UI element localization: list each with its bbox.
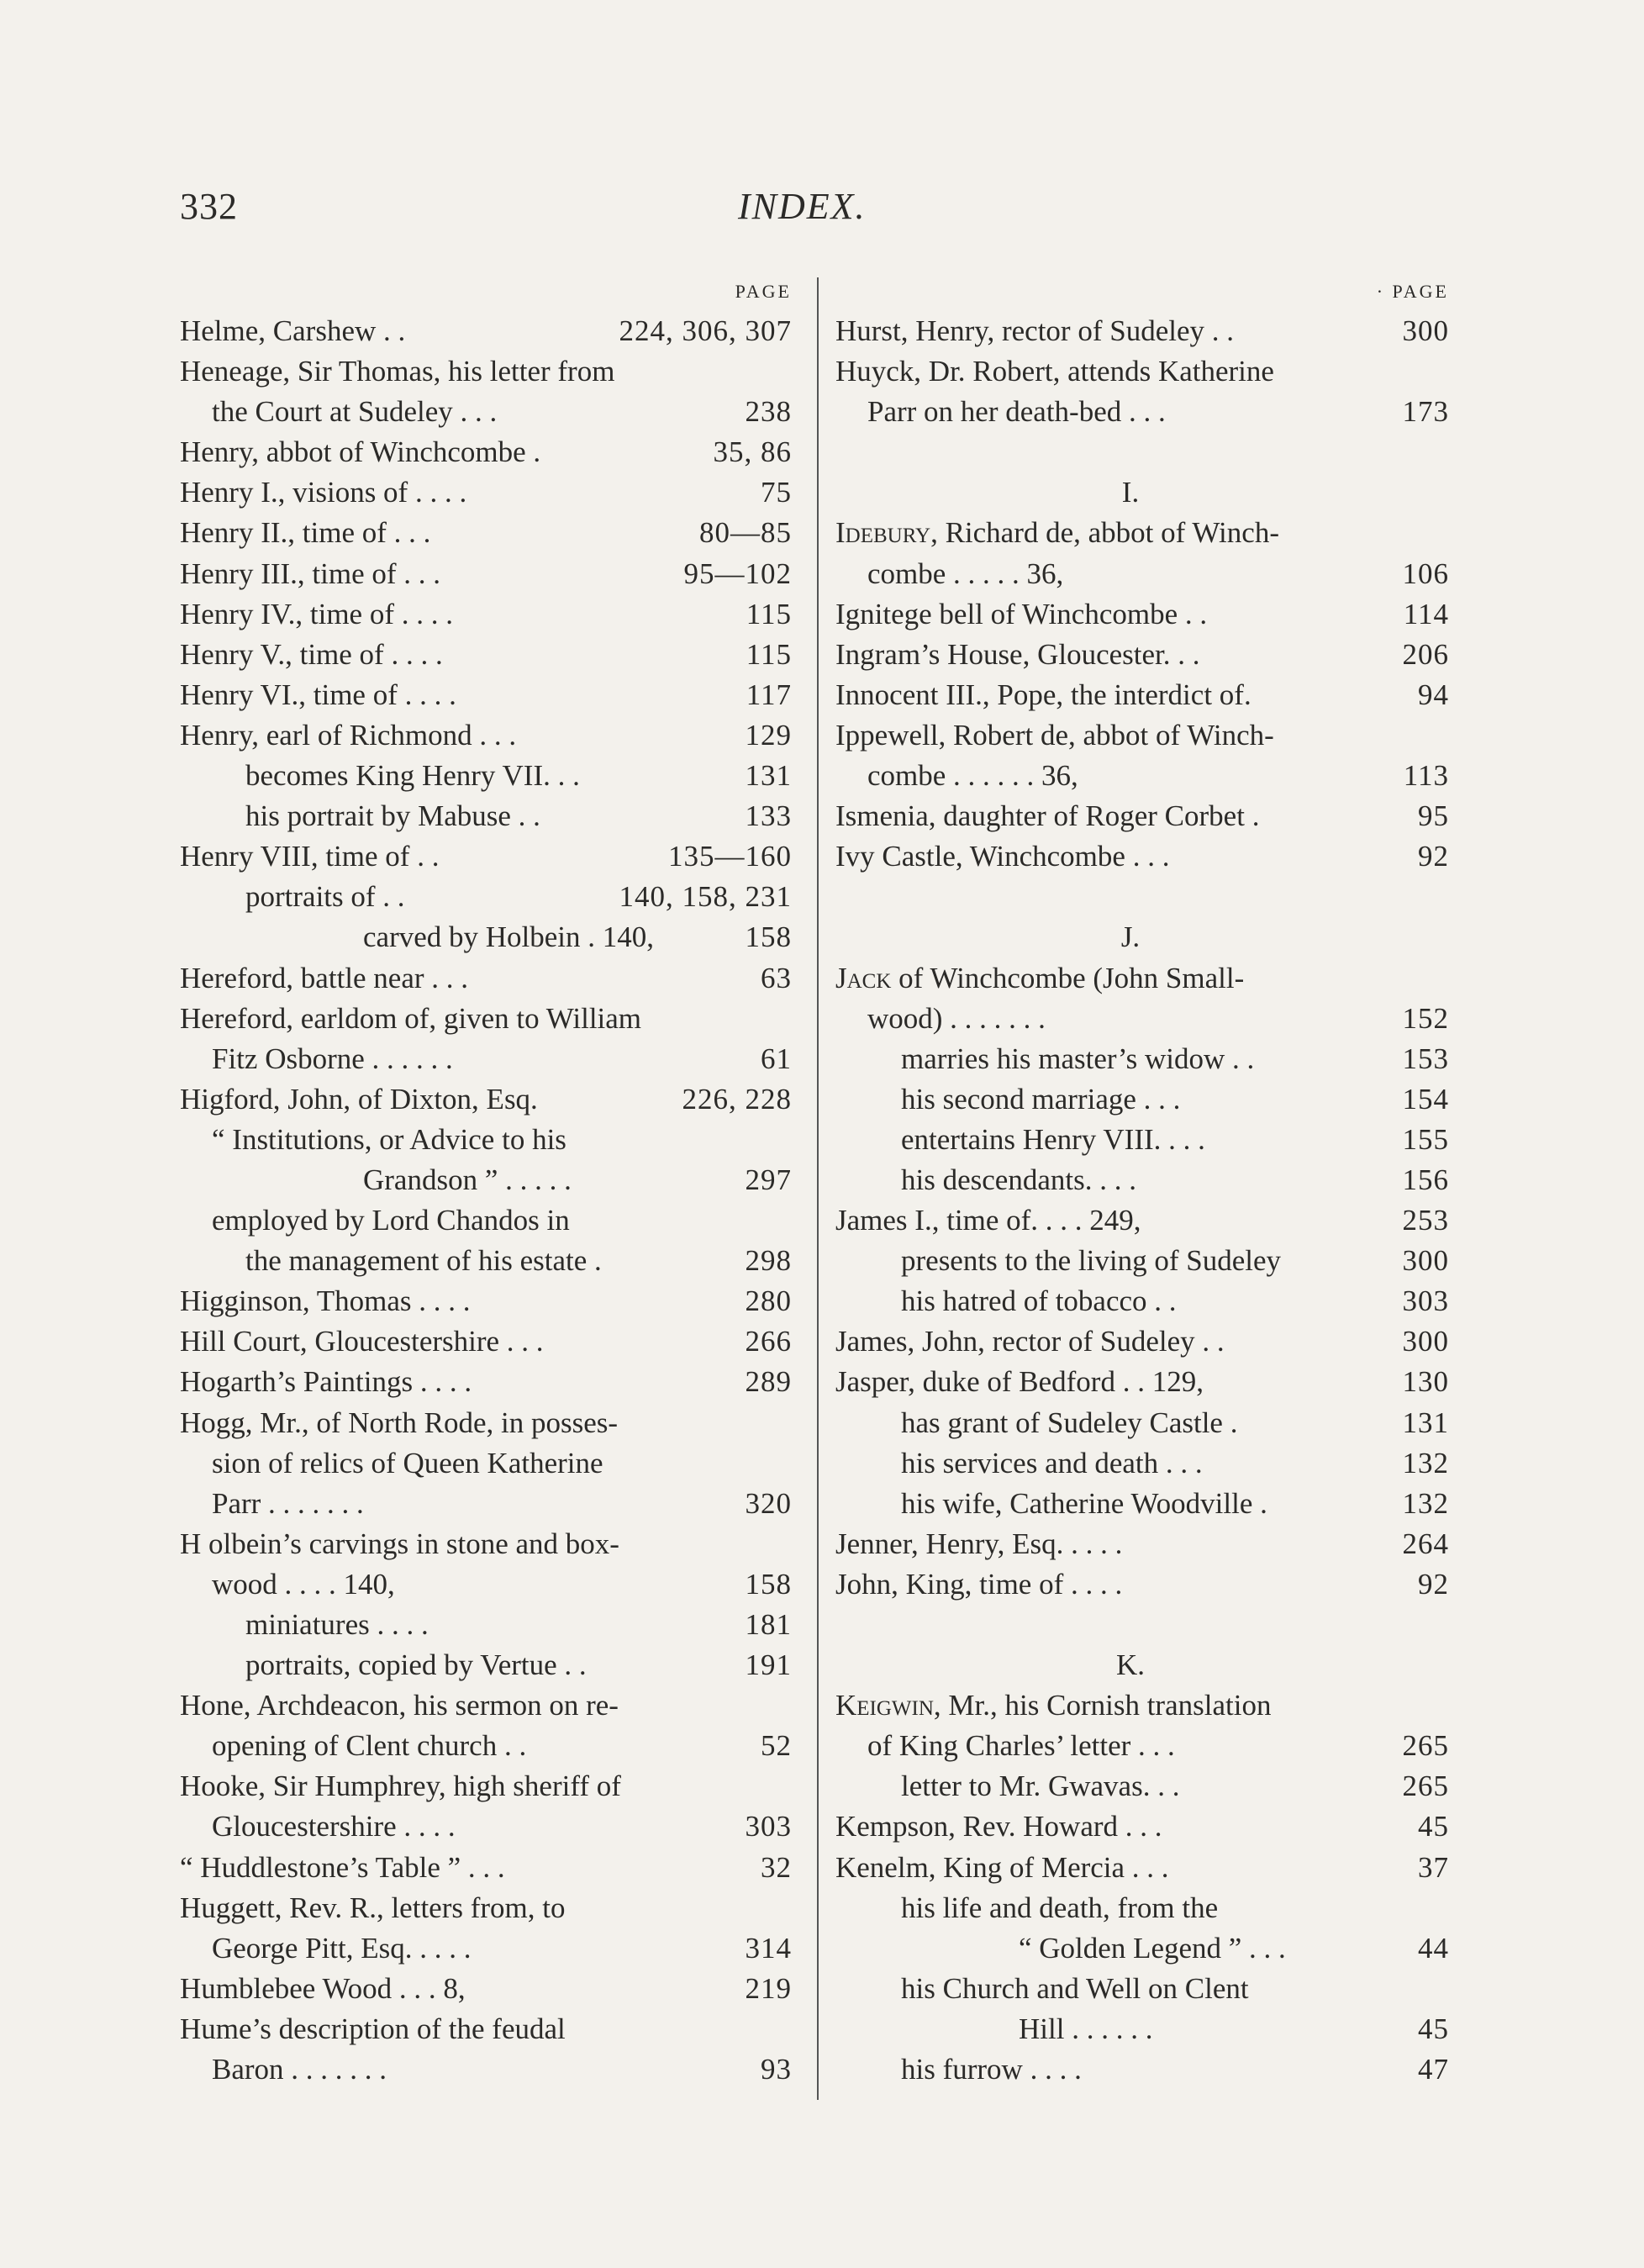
entry-rest: of Winchcombe (John Small- (891, 961, 1245, 994)
index-entry (180, 917, 792, 957)
entry-page-ref: 92 (1418, 1567, 1449, 1601)
entry-text: Ignitege bell of Winchcombe . . (835, 597, 1208, 630)
entry-text: “ Institutions, or Advice to his (212, 1122, 566, 1156)
entry-page-ref: 92 (1418, 840, 1449, 873)
entry-page-ref: 152 (1402, 1001, 1449, 1035)
index-entry (835, 1281, 1449, 1321)
index-entry (835, 1079, 1449, 1120)
entry-text: combe . . . . . . 36, (867, 759, 1078, 793)
index-entry (835, 1362, 1449, 1402)
entry-page-ref: 93 (761, 2053, 792, 2086)
entry-page-ref: 191 (745, 1648, 792, 1682)
index-entry (180, 1079, 792, 1120)
entry-smallcaps: debury (845, 516, 931, 550)
index-entry (180, 1524, 792, 1564)
entry-text: Henry III., time of . . . (180, 556, 441, 590)
entry-page-ref: 45 (1418, 1810, 1449, 1843)
entry-page-ref: 206 (1402, 637, 1449, 671)
section-letter-heading (835, 472, 1449, 513)
index-entry (835, 1888, 1449, 1928)
section-gap (835, 1605, 1449, 1645)
entry-smallcaps: ack (846, 961, 892, 994)
entry-text: combe . . . . . 36, (867, 556, 1064, 590)
index-entry (180, 1564, 792, 1605)
entry-text: Hogg, Mr., of North Rode, in posses- (180, 1406, 619, 1439)
entry-text: Hurst, Henry, rector of Sudeley . . (835, 314, 1234, 347)
section-gap (835, 877, 1449, 917)
index-entry (835, 594, 1449, 635)
entry-text: Grandson ” . . . . . (363, 1163, 572, 1196)
entry-text: John, King, time of . . . . (835, 1567, 1123, 1601)
entry-text: sion of relics of Queen Katherine (212, 1446, 603, 1479)
entry-text: Henry II., time of . . . (180, 516, 431, 550)
entry-text: his furrow . . . . (901, 2053, 1082, 2086)
entry-text: wood . . . . 140, (212, 1567, 395, 1601)
entry-page-ref: 44 (1418, 1931, 1449, 1965)
section-letter-heading (835, 917, 1449, 957)
index-entry (180, 1605, 792, 1645)
index-entry (180, 877, 792, 917)
entry-page-ref: 95 (1418, 799, 1449, 833)
index-entry (835, 311, 1449, 351)
index-entry (835, 1928, 1449, 1969)
entry-text: “ Huddlestone’s Table ” . . . (180, 1850, 505, 1884)
index-entry (180, 1806, 792, 1847)
index-entry (835, 1484, 1449, 1524)
section-letter-heading (835, 1645, 1449, 1685)
entry-page-ref: 158 (745, 920, 792, 954)
entry-text: Jenner, Henry, Esq. . . . . (835, 1527, 1123, 1560)
index-entry (835, 796, 1449, 836)
index-entry (835, 554, 1449, 594)
entry-page-ref: 131 (1402, 1406, 1449, 1439)
index-entry (180, 836, 792, 877)
index-entry (835, 351, 1449, 392)
entry-text: Hereford, earldom of, given to William (180, 1001, 642, 1035)
entry-text (835, 958, 1244, 999)
index-entry (835, 392, 1449, 432)
entry-text: portraits, copied by Vertue . . (245, 1648, 587, 1682)
entry-page-ref: 115 (746, 597, 792, 630)
entry-text: marries his master’s widow . . (901, 1042, 1255, 1075)
entry-page-ref: 52 (761, 1729, 792, 1763)
entry-page-ref: 47 (1418, 2053, 1449, 2086)
entry-text: J. (1120, 920, 1141, 954)
entry-page-ref: 61 (761, 1042, 792, 1075)
entry-text: his life and death, from the (901, 1891, 1219, 1924)
entry-text: Helme, Carshew . . (180, 314, 406, 347)
entry-page-ref: 173 (1402, 395, 1449, 429)
index-entry (835, 1969, 1449, 2009)
entry-text: Henry, earl of Richmond . . . (180, 718, 517, 752)
entry-text: miniatures . . . . (245, 1608, 429, 1641)
entry-page-ref: 114 (1403, 597, 1449, 630)
entry-text: Jasper, duke of Bedford . . 129, (835, 1365, 1204, 1399)
entry-page-ref: 35, 86 (713, 435, 792, 469)
index-entry (835, 1200, 1449, 1241)
index-entry (180, 675, 792, 715)
index-entry (835, 1766, 1449, 1806)
index-entry (835, 999, 1449, 1039)
entry-page-ref: 135—160 (668, 840, 792, 873)
index-entry (180, 1403, 792, 1443)
index-entry (180, 958, 792, 999)
index-entry (835, 1321, 1449, 1362)
entry-text (835, 513, 1279, 553)
entry-text: Innocent III., Pope, the interdict of. (835, 678, 1251, 711)
entry-text: Hill . . . . . . (1019, 2012, 1153, 2045)
index-entry (835, 1403, 1449, 1443)
entry-text: Ippewell, Robert de, abbot of Winch- (835, 718, 1274, 752)
index-entry (180, 392, 792, 432)
entry-text: Hone, Archdeacon, his sermon on re- (180, 1689, 619, 1722)
index-entry (180, 1160, 792, 1200)
entry-text: Henry VI., time of . . . . (180, 678, 456, 711)
entry-text: Henry I., visions of . . . . (180, 476, 467, 509)
index-entry (835, 1443, 1449, 1484)
index-entry (835, 836, 1449, 877)
entry-page-ref: 265 (1402, 1729, 1449, 1763)
entry-text: his services and death . . . (901, 1446, 1203, 1479)
index-entry (180, 2049, 792, 2090)
entry-text: has grant of Sudeley Castle . (901, 1406, 1238, 1439)
entry-text: Ivy Castle, Winchcombe . . . (835, 840, 1170, 873)
entry-text: carved by Holbein . 140, (363, 920, 655, 954)
index-entry (835, 1241, 1449, 1281)
index-entry (180, 1969, 792, 2009)
entry-page-ref: 181 (745, 1608, 792, 1641)
index-entry (180, 1120, 792, 1160)
entry-text: Henry VIII, time of . . (180, 840, 440, 873)
entry-text: Parr on her death-bed . . . (867, 395, 1166, 429)
entry-text: his second marriage . . . (901, 1082, 1181, 1116)
entry-text: James, John, rector of Sudeley . . (835, 1325, 1225, 1358)
entry-page-ref: 158 (745, 1567, 792, 1601)
entry-rest: , Mr., his Cornish translation (933, 1689, 1272, 1722)
entry-page-ref: 219 (745, 1971, 792, 2005)
entry-text: Kenelm, King of Mercia . . . (835, 1850, 1169, 1884)
entry-text: Henry, abbot of Winchcombe . (180, 435, 541, 469)
entry-text: employed by Lord Chandos in (212, 1204, 570, 1237)
entry-text: Higford, John, of Dixton, Esq. (180, 1082, 538, 1116)
index-entry (835, 2049, 1449, 2090)
entry-text: of King Charles’ letter . . . (867, 1729, 1175, 1763)
entry-page-ref: 133 (745, 799, 792, 833)
entry-text: opening of Clent church . . (212, 1729, 527, 1763)
index-entry (180, 756, 792, 796)
index-entry (835, 958, 1449, 999)
page-column-header: · PAGE (1376, 281, 1449, 302)
entry-text: Gloucestershire . . . . (212, 1810, 456, 1843)
entry-page-ref: 303 (1402, 1284, 1449, 1318)
entry-text: Huyck, Dr. Robert, attends Katherine (835, 355, 1274, 388)
entry-page-ref: 303 (745, 1810, 792, 1843)
entry-page-ref: 266 (745, 1325, 792, 1358)
index-entry (180, 796, 792, 836)
index-entry (835, 756, 1449, 796)
index-entry (180, 999, 792, 1039)
index-entry (835, 1564, 1449, 1605)
index-entry (180, 635, 792, 675)
entry-page-ref: 280 (745, 1284, 792, 1318)
entry-page-ref: 314 (745, 1931, 792, 1965)
index-entry (835, 675, 1449, 715)
index-entry (180, 1888, 792, 1928)
entry-text: Ingram’s House, Gloucester. . . (835, 637, 1200, 671)
entry-text: portraits of . . (245, 880, 405, 914)
index-entry (835, 1120, 1449, 1160)
entry-initial: I (835, 516, 846, 550)
entry-page-ref: 153 (1402, 1042, 1449, 1075)
entry-page-ref: 226, 228 (682, 1082, 792, 1116)
entry-text: Kempson, Rev. Howard . . . (835, 1810, 1162, 1843)
entry-text: presents to the living of Sudeley (901, 1244, 1282, 1278)
index-entry (180, 1726, 792, 1766)
entry-text: Fitz Osborne . . . . . . (212, 1042, 453, 1075)
index-column-right (835, 277, 1449, 2090)
entry-text: Hume’s description of the feudal (180, 2012, 566, 2045)
entry-text: wood) . . . . . . . (867, 1001, 1046, 1035)
entry-text: Parr . . . . . . . (212, 1486, 364, 1520)
index-entry (180, 1645, 792, 1685)
entry-page-ref: 117 (746, 678, 792, 711)
page-column-header: PAGE (735, 281, 792, 302)
entry-initial: J (835, 961, 847, 994)
entry-page-ref: 298 (745, 1244, 792, 1278)
entry-text: Henry V., time of . . . . (180, 637, 443, 671)
index-entry (180, 1362, 792, 1402)
index-entry (835, 1806, 1449, 1847)
entry-page-ref: 130 (1402, 1365, 1449, 1399)
entry-page-ref: 113 (1403, 759, 1449, 793)
entry-text: his wife, Catherine Woodville . (901, 1486, 1267, 1520)
index-entry (180, 1281, 792, 1321)
entry-text: his Church and Well on Clent (901, 1971, 1249, 2005)
entry-page-ref: 289 (745, 1365, 792, 1399)
entry-page-ref: 238 (745, 395, 792, 429)
entry-page-ref: 80—85 (699, 516, 792, 550)
index-entry (180, 1039, 792, 1079)
entry-page-ref: 45 (1418, 2012, 1449, 2045)
entry-page-ref: 95—102 (683, 556, 792, 590)
entry-initial: K (835, 1689, 857, 1722)
entry-page-ref: 265 (1402, 1770, 1449, 1803)
entry-page-ref: 37 (1418, 1850, 1449, 1884)
entry-text: Baron . . . . . . . (212, 2053, 387, 2086)
entry-page-ref: 131 (745, 759, 792, 793)
index-entry (180, 554, 792, 594)
entry-rest: , Richard de, abbot of Winch- (930, 516, 1279, 550)
entry-page-ref: 253 (1402, 1204, 1449, 1237)
index-entry (180, 1321, 792, 1362)
entry-text: George Pitt, Esq. . . . . (212, 1931, 472, 1965)
entry-page-ref: 63 (761, 961, 792, 994)
entry-page-ref: 300 (1402, 1325, 1449, 1358)
index-entry (180, 1685, 792, 1726)
entry-page-ref: 300 (1402, 314, 1449, 347)
entry-text: his hatred of tobacco . . (901, 1284, 1177, 1318)
entry-text: his descendants. . . . (901, 1163, 1136, 1196)
entry-page-ref: 156 (1402, 1163, 1449, 1196)
index-entry (180, 311, 792, 351)
entry-page-ref: 94 (1418, 678, 1449, 711)
entry-text: Ismenia, daughter of Roger Corbet . (835, 799, 1260, 833)
entry-text: Humblebee Wood . . . 8, (180, 1971, 466, 2005)
index-entry (180, 513, 792, 553)
entry-page-ref: 132 (1402, 1446, 1449, 1479)
index-entry (835, 1524, 1449, 1564)
entry-page-ref: 224, 306, 307 (619, 314, 792, 347)
index-entry (180, 1848, 792, 1888)
index-entry (180, 715, 792, 756)
index-entry (180, 432, 792, 472)
index-entry (835, 1160, 1449, 1200)
entry-page-ref: 115 (746, 637, 792, 671)
index-entry (835, 1726, 1449, 1766)
entry-text: K. (1115, 1648, 1146, 1682)
entry-text: Hereford, battle near . . . (180, 961, 469, 994)
entry-text: Higginson, Thomas . . . . (180, 1284, 471, 1318)
index-entry (835, 715, 1449, 756)
entry-text: entertains Henry VIII. . . . (901, 1122, 1205, 1156)
index-entry (180, 1484, 792, 1524)
index-entry (835, 635, 1449, 675)
entry-text: H olbein’s carvings in stone and box- (180, 1527, 619, 1560)
entry-text: Hooke, Sir Humphrey, high sheriff of (180, 1770, 621, 1803)
entry-text: James I., time of. . . . 249, (835, 1204, 1141, 1237)
entry-text: Henry IV., time of . . . . (180, 597, 453, 630)
entry-text: becomes King Henry VII. . . (245, 759, 580, 793)
entry-page-ref: 140, 158, 231 (619, 880, 792, 914)
index-entry (180, 351, 792, 392)
entry-page-ref: 132 (1402, 1486, 1449, 1520)
index-entry (180, 1241, 792, 1281)
entry-text: Hogarth’s Paintings . . . . (180, 1365, 472, 1399)
entry-text: letter to Mr. Gwavas. . . (901, 1770, 1180, 1803)
column-divider (817, 277, 819, 2100)
entry-page-ref: 264 (1402, 1527, 1449, 1560)
index-entry (835, 513, 1449, 553)
entry-page-ref: 75 (761, 476, 792, 509)
entry-text: I. (1121, 476, 1140, 509)
entry-page-ref: 129 (745, 718, 792, 752)
section-gap (835, 432, 1449, 472)
entry-text: the management of his estate . (245, 1244, 602, 1278)
entry-text: Hill Court, Gloucestershire . . . (180, 1325, 544, 1358)
entry-page-ref: 320 (745, 1486, 792, 1520)
entry-text: his portrait by Mabuse . . (245, 799, 540, 833)
index-entry (180, 1766, 792, 1806)
entry-page-ref: 297 (745, 1163, 792, 1196)
index-entry (835, 1039, 1449, 1079)
index-entry (180, 594, 792, 635)
entry-text (835, 1685, 1271, 1726)
index-entry (835, 1685, 1449, 1726)
index-entry (835, 2009, 1449, 2049)
index-entry (180, 2009, 792, 2049)
page-number: 332 (180, 186, 238, 227)
entry-smallcaps: eigwin (856, 1689, 934, 1722)
entry-page-ref: 32 (761, 1850, 792, 1884)
entry-text: Huggett, Rev. R., letters from, to (180, 1891, 566, 1924)
entry-text: “ Golden Legend ” . . . (1019, 1931, 1286, 1965)
entry-text: the Court at Sudeley . . . (212, 395, 498, 429)
entry-page-ref: 154 (1402, 1082, 1449, 1116)
index-entry (835, 1848, 1449, 1888)
entry-page-ref: 300 (1402, 1244, 1449, 1278)
entry-text: Heneage, Sir Thomas, his letter from (180, 355, 615, 388)
entry-page-ref: 106 (1402, 556, 1449, 590)
index-entry (180, 1443, 792, 1484)
index-entry (180, 472, 792, 513)
index-column-left (180, 277, 792, 2090)
index-entry (180, 1200, 792, 1241)
page-title: INDEX. (738, 186, 867, 227)
entry-page-ref: 155 (1402, 1122, 1449, 1156)
index-entry (180, 1928, 792, 1969)
